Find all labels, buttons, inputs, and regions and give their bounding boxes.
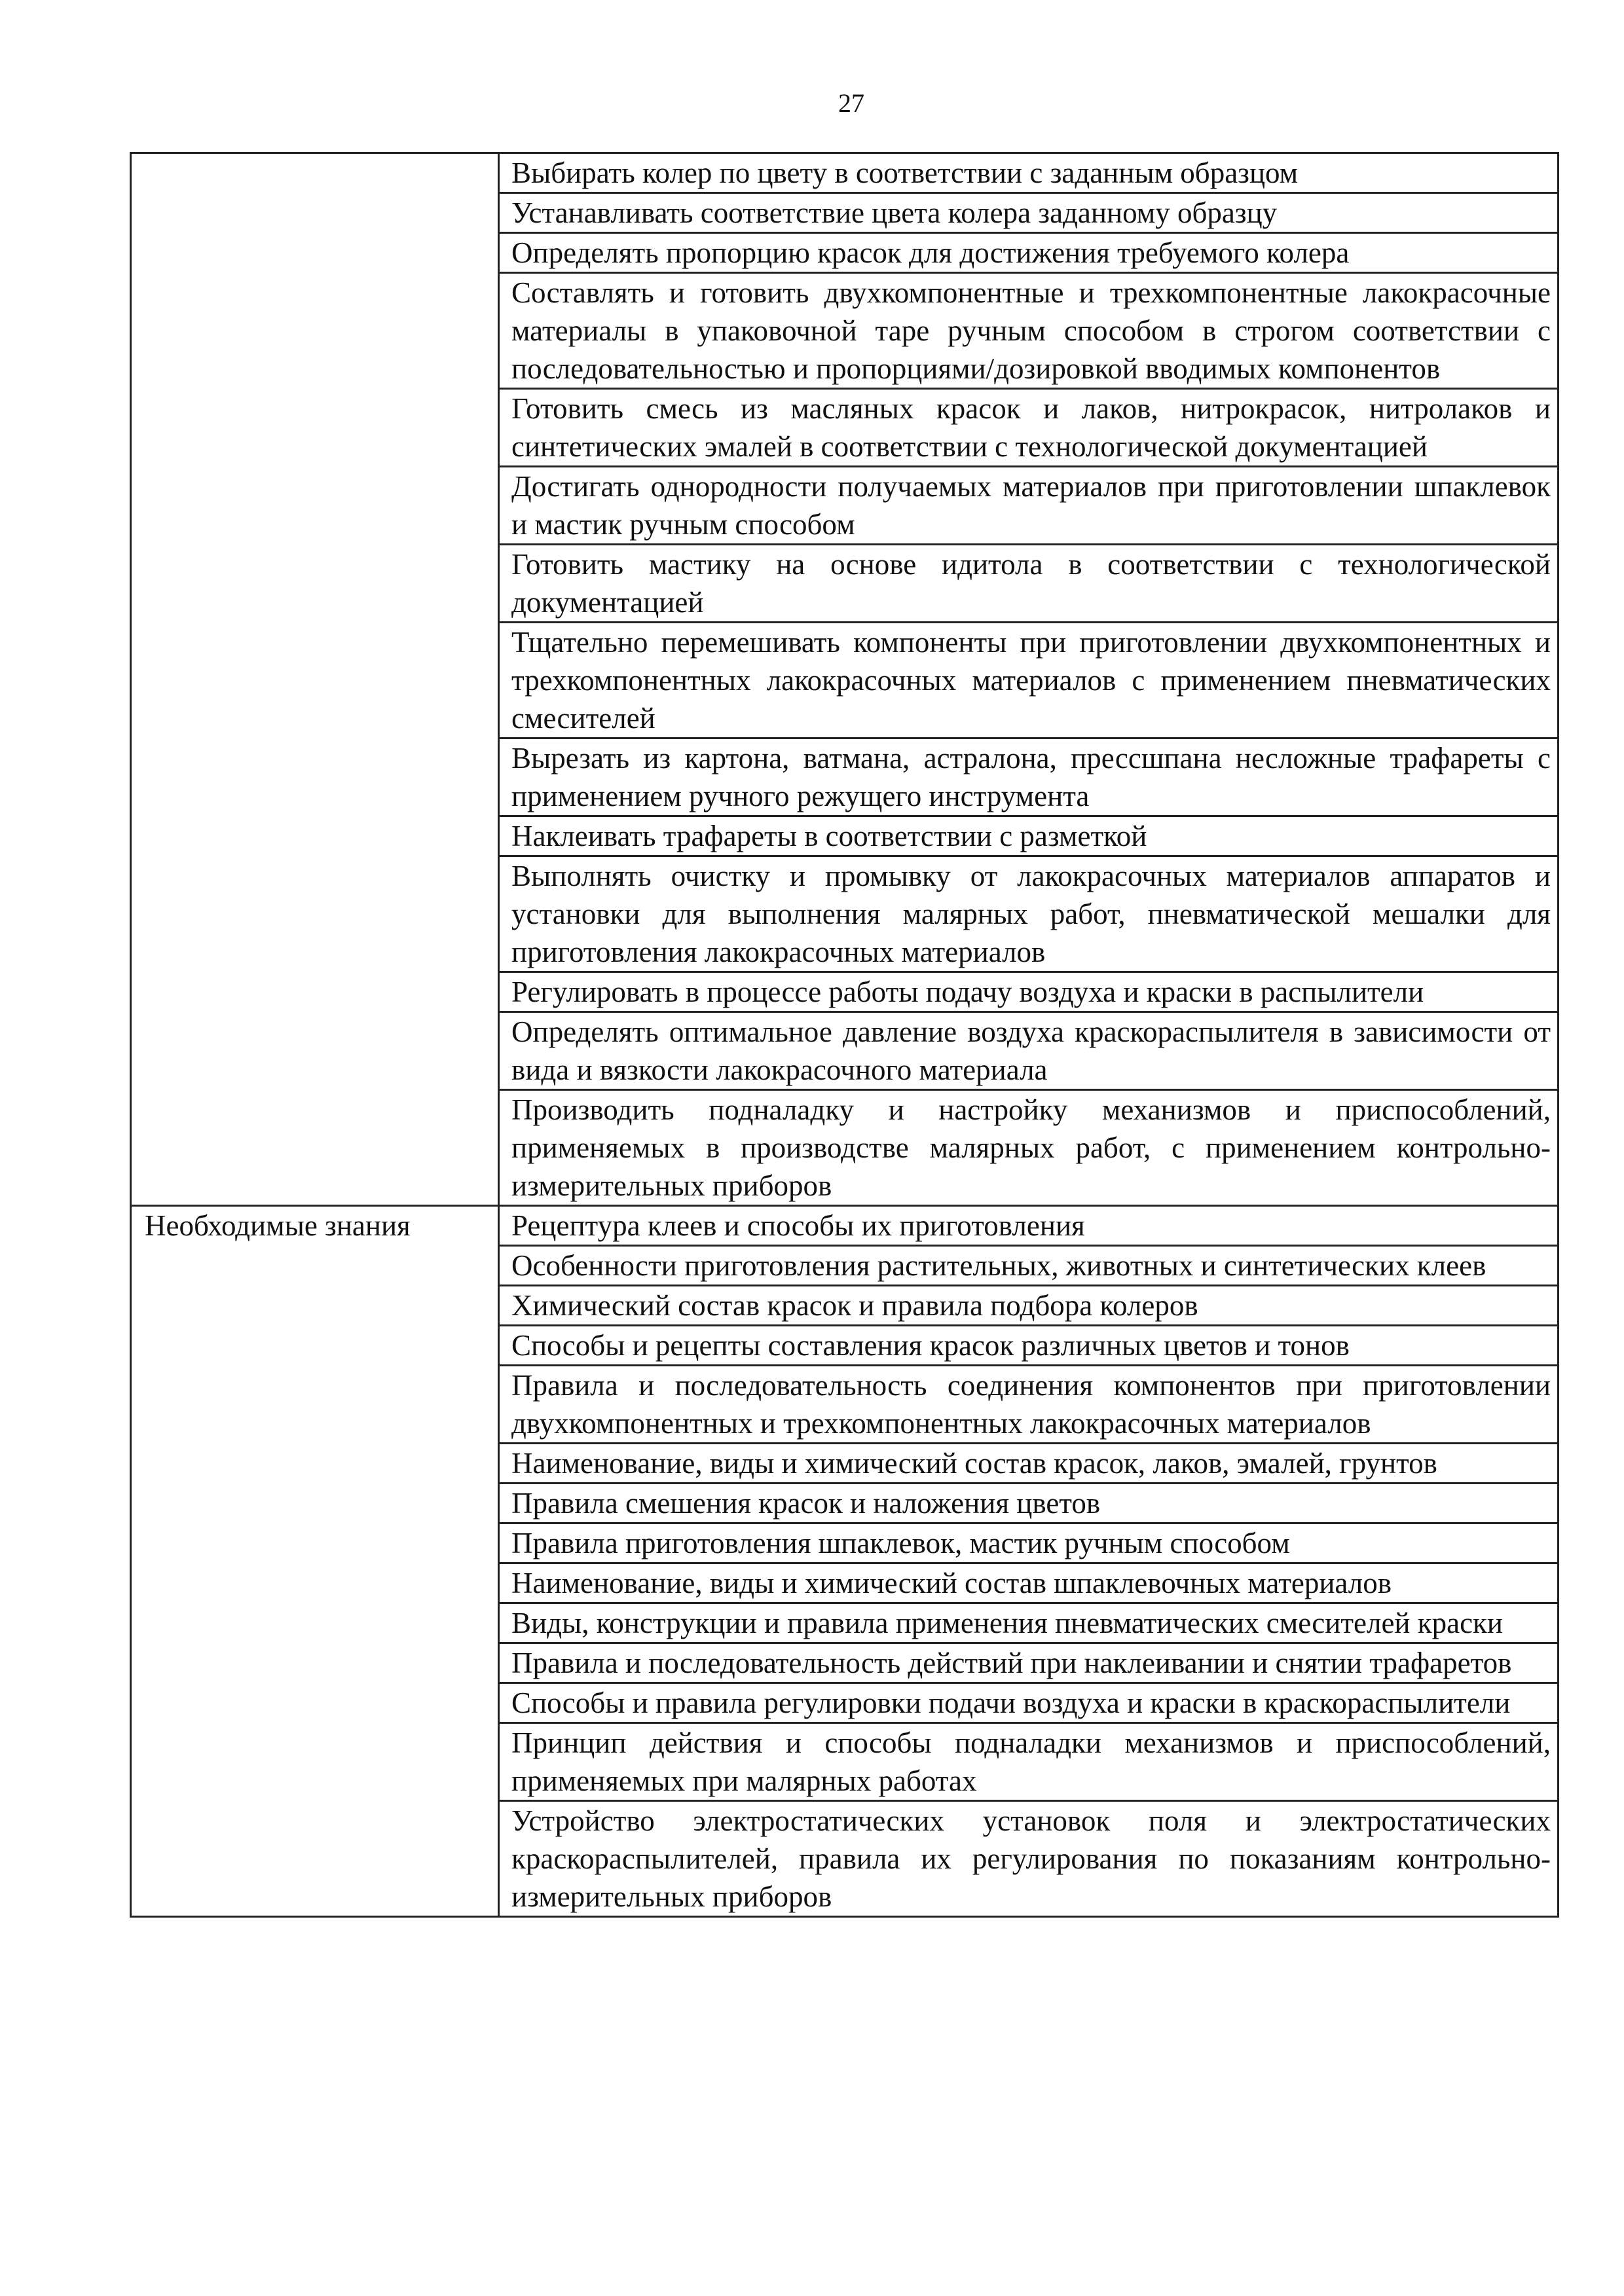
knowledge-item: Способы и рецепты составления красок различных цветов и тонов [499, 1326, 1559, 1366]
knowledge-item: Правила приготовления шпаклевок, мастик ручным способом [499, 1523, 1559, 1563]
skill-item: Наклеивать трафареты в соответствии с разметкой [499, 816, 1559, 856]
skill-item: Готовить мастику на основе идитола в соответствии с технологической документацией [499, 545, 1559, 623]
knowledge-item: Правила смешения красок и наложения цветов [499, 1484, 1559, 1523]
skill-item: Определять оптимальное давление воздуха краскораспылителя в зависимости от вида и вязкости лакокрасочного материала [499, 1012, 1559, 1090]
knowledge-item: Рецептура клеев и способы их приготовления [499, 1206, 1559, 1246]
knowledge-item: Устройство электростатических установок поля и электростатических краскораспылителей, правила их регулирования по показаниям контрольно-измерительных приборов [499, 1801, 1559, 1917]
skill-item: Составлять и готовить двухкомпонентные и трехкомпонентные лакокрасочные материалы в упаковочной таре ручным способом в строгом соответствии с последовательностью и пропорциями/дозировкой вводимых компонентов [499, 273, 1559, 389]
page-number: 27 [838, 88, 864, 118]
knowledge-item: Виды, конструкции и правила применения пневматических смесителей краски [499, 1603, 1559, 1643]
skill-item: Готовить смесь из масляных красок и лаков, нитрокрасок, нитролаков и синтетических эмалей в соответствии с технологической документацией [499, 389, 1559, 467]
skill-item: Тщательно перемешивать компоненты при приготовлении двухкомпонентных и трехкомпонентных лакокрасочных материалов с применением пневматических смесителей [499, 623, 1559, 738]
knowledge-item: Принцип действия и способы подналадки механизмов и приспособлений, применяемых при малярных работах [499, 1723, 1559, 1801]
skill-item: Вырезать из картона, ватмана, астралона, прессшпана несложные трафареты с применением ручного режущего инструмента [499, 738, 1559, 816]
knowledge-item: Особенности приготовления растительных, животных и синтетических клеев [499, 1246, 1559, 1286]
skill-item: Выбирать колер по цвету в соответствии с заданным образцом [499, 153, 1559, 193]
skill-item: Определять пропорцию красок для достижения требуемого колера [499, 233, 1559, 273]
skill-item: Регулировать в процессе работы подачу воздуха и краски в распылители [499, 972, 1559, 1012]
knowledge-item: Химический состав красок и правила подбора колеров [499, 1286, 1559, 1326]
skill-item: Достигать однородности получаемых материалов при приготовлении шпаклевок и мастик ручным способом [499, 467, 1559, 545]
skills-label-cell [131, 153, 499, 1206]
knowledge-item: Правила и последовательность соединения компонентов при приготовлении двухкомпонентных и трехкомпонентных лакокрасочных материалов [499, 1366, 1559, 1444]
knowledge-item: Наименование, виды и химический состав шпаклевочных материалов [499, 1563, 1559, 1603]
requirements-table [130, 152, 1559, 1918]
knowledge-item: Наименование, виды и химический состав красок, лаков, эмалей, грунтов [499, 1444, 1559, 1484]
knowledge-label-cell: Необходимые знания [131, 1206, 499, 1917]
table-row [131, 153, 1559, 193]
knowledge-item: Способы и правила регулировки подачи воздуха и краски в краскораспылители [499, 1683, 1559, 1723]
table-row [131, 1206, 1559, 1246]
skill-item: Производить подналадку и настройку механизмов и приспособлений, применяемых в производстве малярных работ, с применением контрольно-измерительных приборов [499, 1090, 1559, 1206]
skill-item: Устанавливать соответствие цвета колера заданному образцу [499, 193, 1559, 233]
skill-item: Выполнять очистку и промывку от лакокрасочных материалов аппаратов и установки для выполнения малярных работ, пневматической мешалки для приготовления лакокрасочных материалов [499, 856, 1559, 972]
knowledge-item: Правила и последовательность действий при наклеивании и снятии трафаретов [499, 1643, 1559, 1683]
